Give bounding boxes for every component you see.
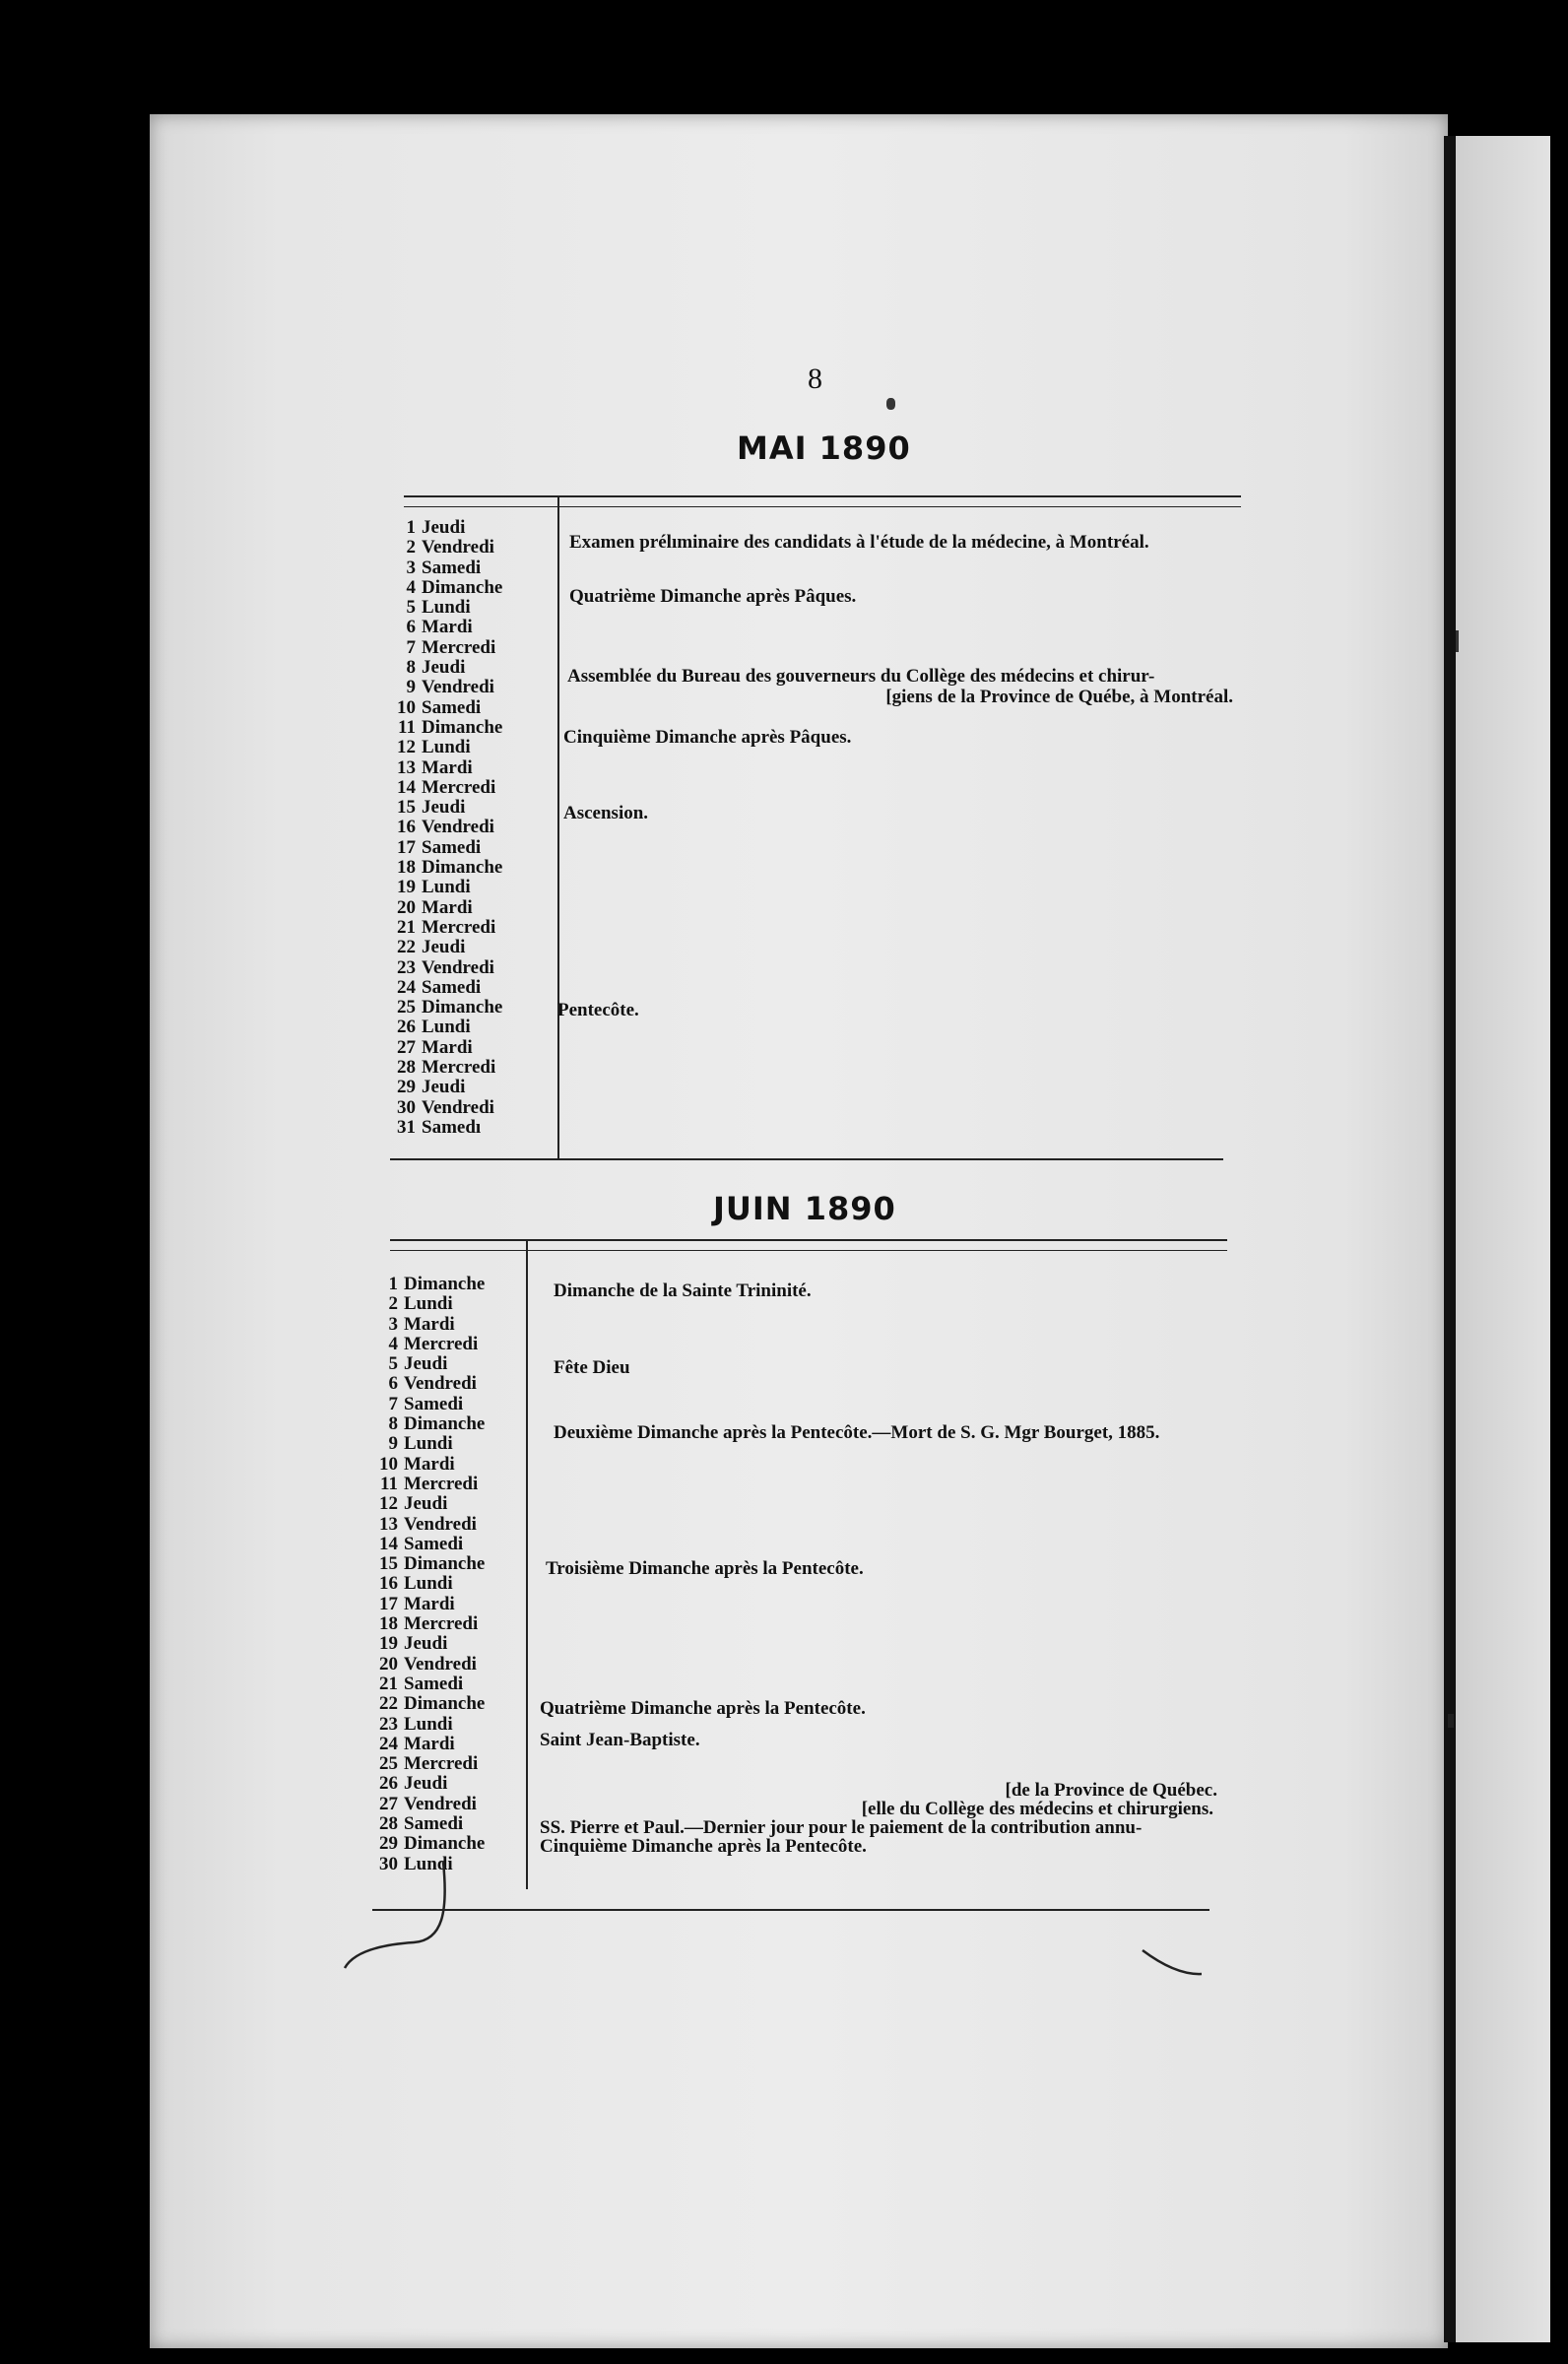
may-day-row: [386, 838, 502, 858]
day-number: 21: [379, 1673, 398, 1694]
june-day-row: [368, 1275, 485, 1294]
day-name: Lundi: [404, 1573, 453, 1595]
day-name: Mardi: [404, 1453, 455, 1475]
day-name: Mercredi: [404, 1333, 479, 1354]
day-number: 20: [379, 1653, 398, 1674]
day-number: 26: [397, 1017, 416, 1038]
may-day-row: [386, 618, 502, 637]
may-day-row: [386, 678, 502, 697]
may-title: MAI 1890: [737, 429, 911, 467]
june-event-8: Deuxième Dimanche après la Pentecôte.—Mort de S. G. Mgr Bourget, 1885.: [554, 1422, 1160, 1443]
day-name: Samedi: [404, 1813, 464, 1835]
june-event-22: Quatrième Dimanche après la Pentecôte.: [540, 1698, 866, 1719]
day-name: Jeudi: [422, 797, 466, 819]
day-name: Samedi: [422, 557, 482, 578]
day-number: 6: [388, 1373, 398, 1395]
day-name: Vendredi: [404, 1373, 477, 1395]
day-name: Lundi: [404, 1853, 453, 1874]
page-gutter: [1444, 136, 1456, 2342]
may-event-4: Quatrième Dimanche après Pâques.: [569, 586, 857, 607]
day-number: 12: [397, 737, 416, 758]
day-name: Dimanche: [422, 857, 503, 879]
day-number: 3: [406, 557, 416, 578]
day-name: Jeudi: [422, 517, 466, 538]
june-day-row: [368, 1515, 485, 1535]
june-top-rule-2: [390, 1250, 1227, 1251]
may-event-9-line2: [giens de la Province de Québe, à Montréal.: [885, 687, 1233, 707]
day-name: Mercredi: [422, 776, 496, 798]
may-day-row: [386, 638, 502, 658]
day-name: Lundi: [404, 1713, 453, 1735]
day-name: Vendredi: [422, 537, 494, 558]
may-event-9: [567, 666, 1233, 707]
may-day-row: [386, 1078, 502, 1097]
may-day-row: [386, 518, 502, 538]
june-day-row: [368, 1614, 485, 1634]
june-event-5: Fête Dieu: [554, 1357, 630, 1378]
day-number: 16: [379, 1573, 398, 1595]
day-number: 28: [397, 1057, 416, 1079]
day-name: Dimanche: [422, 576, 503, 598]
june-event-29: Cinquième Dimanche après la Pentecôte.: [540, 1836, 867, 1857]
day-number: 10: [397, 696, 416, 718]
day-number: 9: [388, 1433, 398, 1455]
day-name: Mercredi: [404, 1753, 479, 1775]
june-day-row: [368, 1475, 485, 1494]
day-name: Samedi: [422, 696, 482, 718]
june-event-27-line1: [de la Province de Québec.: [1005, 1780, 1217, 1801]
day-name: Dimanche: [422, 997, 503, 1018]
may-day-row: [386, 1098, 502, 1118]
may-top-rule-2: [404, 506, 1241, 507]
day-number: 5: [406, 597, 416, 619]
day-name: Dimanche: [422, 716, 503, 738]
may-event-9-line1: Assemblée du Bureau des gouverneurs du Collège des médecins et chirur-: [567, 666, 1155, 687]
page-number: 8: [808, 362, 822, 395]
day-name: Mercredi: [404, 1473, 479, 1494]
day-name: Mardi: [422, 1036, 473, 1058]
day-name: Jeudi: [422, 1077, 466, 1098]
day-name: Mardi: [404, 1733, 455, 1754]
day-number: 23: [397, 956, 416, 978]
may-event-1: Examen prélıminaire des candidats à l'étude de la médecine, à Montréal.: [569, 532, 1149, 553]
day-number: 8: [388, 1413, 398, 1435]
day-name: Lundi: [404, 1433, 453, 1455]
may-column-divider: [557, 495, 559, 1158]
may-day-row: [386, 798, 502, 818]
may-day-row: [386, 818, 502, 837]
day-name: Dimanche: [404, 1413, 486, 1435]
may-day-row: [386, 938, 502, 957]
june-day-row: [368, 1795, 485, 1814]
june-event-1: Dimanche de la Sainte Trininité.: [554, 1280, 812, 1301]
day-name: Vendredi: [422, 956, 494, 978]
may-event-11: Cinquième Dimanche après Pâques.: [563, 727, 852, 748]
day-number: 1: [406, 517, 416, 538]
june-day-row: [368, 1354, 485, 1374]
june-day-row: [368, 1535, 485, 1554]
may-day-row: [386, 558, 502, 578]
day-number: 17: [379, 1593, 398, 1614]
june-day-row: [368, 1715, 485, 1735]
june-day-row: [368, 1595, 485, 1614]
may-day-row: [386, 1018, 502, 1037]
may-day-row: [386, 858, 502, 878]
june-day-row: [368, 1674, 485, 1694]
day-name: Vendredi: [404, 1513, 477, 1535]
day-number: 19: [397, 877, 416, 898]
day-name: Mercredi: [404, 1613, 479, 1635]
may-day-row: [386, 598, 502, 618]
day-name: Vendredi: [422, 817, 494, 838]
may-day-list: [386, 518, 502, 1138]
day-name: Jeudi: [404, 1773, 448, 1795]
day-number: 11: [398, 716, 416, 738]
june-day-row: [368, 1294, 485, 1314]
day-name: Mercredi: [422, 916, 496, 938]
june-day-row: [368, 1694, 485, 1714]
day-name: Jeudi: [422, 657, 466, 679]
june-day-row: [368, 1634, 485, 1654]
june-top-rule: [390, 1239, 1227, 1241]
day-name: Dimanche: [404, 1274, 486, 1294]
day-number: 8: [406, 657, 416, 679]
day-name: Mardi: [404, 1593, 455, 1614]
day-name: Jeudi: [422, 937, 466, 958]
may-day-row: [386, 1118, 502, 1138]
june-event-28: SS. Pierre et Paul.—Dernier jour pour le paiement de la contribution annu-: [540, 1817, 1143, 1838]
day-number: 2: [406, 537, 416, 558]
day-name: Vendredi: [422, 1096, 494, 1118]
day-number: 21: [397, 916, 416, 938]
june-day-row: [368, 1735, 485, 1754]
day-name: Vendredi: [422, 677, 494, 698]
may-day-row: [386, 578, 502, 598]
day-name: Mercredi: [422, 636, 496, 658]
day-name: Lundi: [422, 1017, 471, 1038]
may-day-row: [386, 958, 502, 978]
scan-mark: [1456, 630, 1459, 652]
day-name: Lundi: [422, 597, 471, 619]
june-day-row: [368, 1494, 485, 1514]
june-day-row: [368, 1315, 485, 1335]
june-day-list: [368, 1275, 485, 1874]
day-number: 30: [379, 1853, 398, 1874]
may-day-row: [386, 898, 502, 918]
june-day-row: [368, 1774, 485, 1794]
june-day-row: [368, 1455, 485, 1475]
day-number: 24: [397, 976, 416, 998]
day-number: 25: [397, 997, 416, 1018]
may-day-row: [386, 738, 502, 757]
june-day-row: [368, 1434, 485, 1454]
day-number: 25: [379, 1753, 398, 1775]
day-number: 14: [397, 776, 416, 798]
day-number: 4: [406, 576, 416, 598]
day-number: 2: [388, 1293, 398, 1315]
day-number: 3: [388, 1313, 398, 1335]
june-column-divider: [526, 1239, 528, 1889]
day-number: 5: [388, 1353, 398, 1375]
day-name: Lundi: [422, 877, 471, 898]
day-number: 16: [397, 817, 416, 838]
may-day-row: [386, 718, 502, 738]
day-name: Jeudi: [404, 1633, 448, 1655]
day-name: Samedi: [404, 1673, 464, 1694]
day-number: 22: [379, 1693, 398, 1715]
day-number: 14: [379, 1533, 398, 1554]
day-number: 9: [406, 677, 416, 698]
day-name: Mardi: [404, 1313, 455, 1335]
day-number: 27: [397, 1036, 416, 1058]
june-day-row: [368, 1395, 485, 1414]
day-number: 13: [397, 756, 416, 778]
may-day-row: [386, 1038, 502, 1058]
june-event-24: Saint Jean-Baptiste.: [540, 1730, 700, 1750]
adjacent-page-edge: [1456, 136, 1550, 2342]
day-number: 12: [379, 1493, 398, 1515]
may-day-row: [386, 538, 502, 558]
may-day-row: [386, 918, 502, 938]
day-name: Mardi: [422, 617, 473, 638]
day-name: Lundi: [422, 737, 471, 758]
day-name: Lundi: [404, 1293, 453, 1315]
may-day-row: [386, 758, 502, 778]
may-day-row: [386, 778, 502, 798]
june-day-row: [368, 1335, 485, 1354]
day-number: 11: [380, 1473, 398, 1494]
day-number: 19: [379, 1633, 398, 1655]
scan-mark: [1448, 1714, 1454, 1728]
day-name: Jeudi: [404, 1353, 448, 1375]
day-number: 13: [379, 1513, 398, 1535]
day-number: 26: [379, 1773, 398, 1795]
june-day-row: [368, 1814, 485, 1834]
day-number: 7: [406, 636, 416, 658]
day-number: 1: [388, 1274, 398, 1294]
day-name: Samedi: [404, 1393, 464, 1414]
june-day-row: [368, 1554, 485, 1574]
day-name: Samedi: [404, 1533, 464, 1554]
day-number: 17: [397, 836, 416, 858]
day-number: 6: [406, 617, 416, 638]
day-number: 27: [379, 1793, 398, 1814]
day-number: 15: [379, 1553, 398, 1575]
day-name: Mardi: [422, 896, 473, 918]
day-name: Jeudi: [404, 1493, 448, 1515]
day-number: 10: [379, 1453, 398, 1475]
may-day-row: [386, 878, 502, 897]
day-number: 30: [397, 1096, 416, 1118]
june-day-row: [368, 1754, 485, 1774]
may-day-row: [386, 978, 502, 998]
day-name: Samedi: [422, 836, 482, 858]
scan-mark: [886, 398, 895, 410]
day-number: 23: [379, 1713, 398, 1735]
june-event-15: Troisième Dimanche après la Pentecôte.: [546, 1558, 864, 1579]
may-event-25: Pentecôte.: [557, 1000, 639, 1020]
june-title: JUIN 1890: [713, 1190, 896, 1227]
may-bottom-rule: [390, 1158, 1223, 1160]
may-top-rule: [404, 495, 1241, 497]
june-day-row: [368, 1414, 485, 1434]
day-number: 15: [397, 797, 416, 819]
day-number: 31: [397, 1116, 416, 1138]
day-number: 29: [379, 1833, 398, 1855]
day-number: 18: [397, 857, 416, 879]
day-name: Dimanche: [404, 1553, 486, 1575]
june-day-row: [368, 1374, 485, 1394]
june-day-row: [368, 1655, 485, 1674]
pen-stroke-marks: [335, 1852, 1221, 2009]
day-name: Vendredi: [404, 1653, 477, 1674]
day-number: 24: [379, 1733, 398, 1754]
may-day-row: [386, 1058, 502, 1078]
june-day-row: [368, 1574, 485, 1594]
day-name: Dimanche: [404, 1693, 486, 1715]
day-number: 20: [397, 896, 416, 918]
day-name: Samedı: [422, 1116, 482, 1138]
june-event-27: [540, 1781, 1217, 1856]
may-day-row: [386, 658, 502, 678]
day-name: Dimanche: [404, 1833, 486, 1855]
day-name: Vendredi: [404, 1793, 477, 1814]
may-event-15: Ascension.: [563, 803, 649, 823]
day-name: Mercredi: [422, 1057, 496, 1079]
day-name: Mardi: [422, 756, 473, 778]
day-number: 28: [379, 1813, 398, 1835]
day-name: Samedi: [422, 976, 482, 998]
day-number: 4: [388, 1333, 398, 1354]
may-day-row: [386, 698, 502, 718]
day-number: 18: [379, 1613, 398, 1635]
june-event-27-line2: [elle du Collège des médecins et chirurgiens.: [861, 1799, 1213, 1819]
may-day-row: [386, 998, 502, 1018]
day-number: 29: [397, 1077, 416, 1098]
day-number: 22: [397, 937, 416, 958]
day-number: 7: [388, 1393, 398, 1414]
